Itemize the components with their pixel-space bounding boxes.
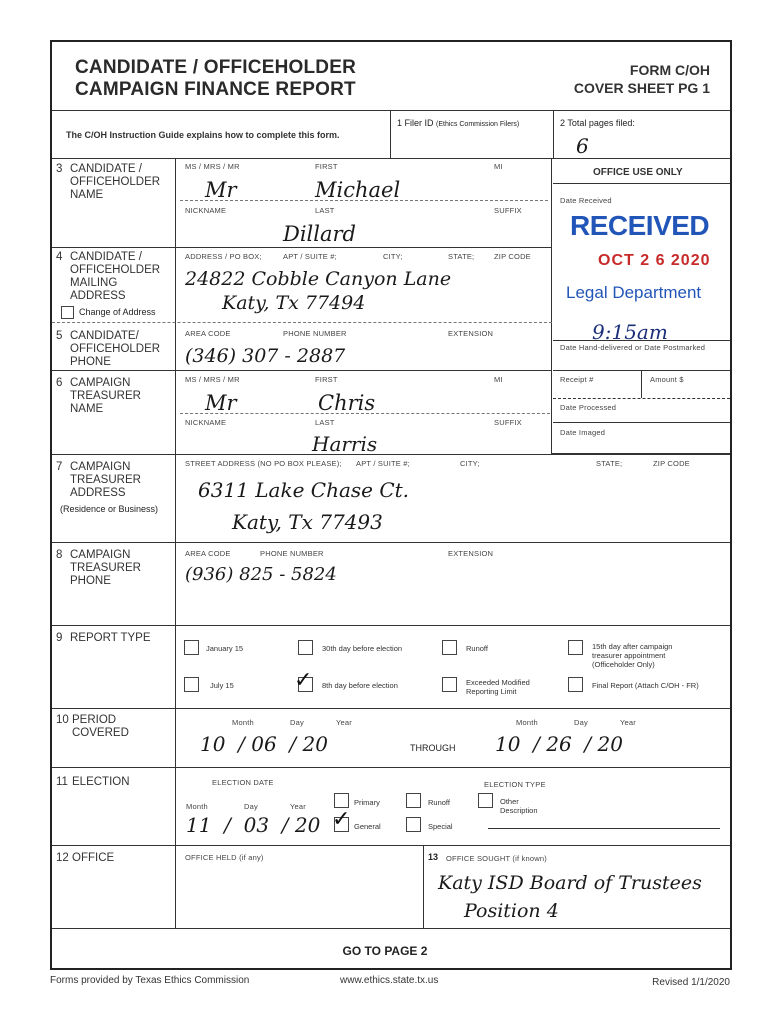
s6-last-value[interactable]: Harris [312,432,378,456]
s3-suffix-label: SUFFIX [494,206,522,215]
election-special-label: Special [428,822,453,831]
section-12-title: OFFICE [72,852,115,864]
section-8-number: 8 [56,549,63,561]
s10-from-year-label: Year [336,718,352,727]
footer-left: Forms provided by Texas Ethics Commission [50,975,250,986]
s6-nickname-label: NICKNAME [185,418,227,427]
s13-office-sought-line2[interactable]: Position 4 [464,900,559,922]
time-received-handwritten: 9:15am [592,320,668,344]
s4-state-label: STATE; [448,252,475,261]
section-5-number: 5 [56,330,63,342]
s6-last-label: LAST [315,418,335,427]
report-jan15-checkbox[interactable] [184,640,199,655]
s4-apt-label: APT / SUITE #; [283,252,337,261]
section-7-subtitle: (Residence or Business) [60,504,159,514]
s4-address-line1[interactable]: 24822 Cobble Canyon Lane [185,268,452,290]
s3-last-label: LAST [315,206,335,215]
s8-phone-value[interactable]: (936) 825 - 5824 [185,564,337,585]
divider [423,845,424,928]
s8-area-label: AREA CODE [185,549,231,558]
divider [52,708,730,709]
section-9-number: 9 [56,632,63,644]
s11-year-label: Year [290,802,306,811]
divider [52,767,730,768]
s10-through-label: THROUGH [410,743,456,753]
received-stamp: RECEIVED [570,210,710,241]
section-4-title: CANDIDATE / OFFICEHOLDER MAILING ADDRESS [70,251,161,302]
s10-from-month-label: Month [232,718,254,727]
s3-first-label: FIRST [315,162,338,171]
election-runoff-label: Runoff [428,798,450,807]
divider [52,542,730,543]
other-description-line [488,828,720,829]
s3-nickname-label: NICKNAME [185,206,227,215]
instruction-text: The C/OH Instruction Guide explains how to complete this form. [66,130,340,140]
section-5-title: CANDIDATE/ OFFICEHOLDER PHONE [70,330,161,368]
divider [175,158,176,928]
s10-from-day-label: Day [290,718,304,727]
report-jul15-checkbox[interactable] [184,677,199,692]
section-7-title: CAMPAIGN TREASURER ADDRESS [70,461,141,499]
s7-apt-label: APT / SUITE #; [356,459,410,468]
section-11-title: ELECTION [72,776,130,788]
divider [52,370,552,371]
s7-address-line2[interactable]: Katy, Tx 77493 [232,510,383,534]
s4-address-label: ADDRESS / PO BOX; [185,252,262,261]
section-7-number: 7 [56,461,63,473]
election-primary-label: Primary [354,798,380,807]
divider [553,340,730,341]
s7-address-line1[interactable]: 6311 Lake Chase Ct. [198,478,410,502]
date-imaged-label: Date Imaged [560,428,606,437]
s5-phone-value[interactable]: (346) 307 - 2887 [185,345,346,367]
divider [180,413,550,414]
s10-from-date[interactable]: 10 / 06 / 20 [200,732,328,756]
s11-month-label: Month [186,802,208,811]
s4-city-label: CITY; [383,252,403,261]
s3-mi-label: MI [494,162,503,171]
divider [52,247,552,248]
received-stamp-dept: Legal Department [566,283,702,302]
received-stamp-date: OCT 2 6 2020 [598,252,711,269]
s8-phone-label: PHONE NUMBER [260,549,324,558]
s10-to-month-label: Month [516,718,538,727]
date-received-label: Date Received [560,196,612,205]
s11-type-label: ELECTION TYPE [484,780,546,789]
report-8day-checkmark: ✓ [294,668,313,693]
s13-office-sought-label: OFFICE SOUGHT (if known) [446,854,547,863]
form-title-line1: CANDIDATE / OFFICEHOLDER [75,57,356,78]
form-title-line2: CAMPAIGN FINANCE REPORT [75,79,356,100]
report-8day-label: 8th day before election [322,681,398,690]
amount-label: Amount $ [650,375,684,384]
total-pages-label: 2 Total pages filed: [560,118,635,128]
section-9-title: REPORT TYPE [70,632,151,644]
s5-phone-label: PHONE NUMBER [283,329,347,338]
section-11-number: 11 [56,776,68,788]
election-runoff-checkbox[interactable] [406,793,421,808]
section-12-number: 12 [56,852,69,864]
s3-first-value[interactable]: Michael [315,178,401,202]
s7-zip-label: ZIP CODE [653,459,690,468]
section-4-number: 4 [56,251,63,263]
divider [52,625,730,626]
footer-revised: Revised 1/1/2020 [652,977,730,988]
report-30day-label: 30th day before election [322,644,403,653]
report-final-checkbox[interactable] [568,677,583,692]
footer-url[interactable]: www.ethics.state.tx.us [340,975,439,986]
divider [553,183,730,184]
s7-street-label: STREET ADDRESS (NO PO BOX PLEASE); [185,459,342,468]
election-primary-checkbox[interactable] [334,793,349,808]
divider [553,398,730,399]
s5-ext-label: EXTENSION [448,329,494,338]
election-other-label: Other Description [500,797,538,815]
divider [551,158,552,454]
report-15day-checkbox[interactable] [568,640,583,655]
divider [180,200,548,201]
s11-date-label: ELECTION DATE [212,778,274,787]
s11-election-date[interactable]: 11 / 03 / 20 [186,813,321,837]
s8-ext-label: EXTENSION [448,549,494,558]
report-final-label: Final Report (Attach C/OH - FR) [592,681,699,690]
divider [641,370,642,398]
divider [52,158,730,159]
s6-prefix-label: MS / MRS / MR [185,375,240,384]
section-6-title: CAMPAIGN TREASURER NAME [70,377,141,415]
form-sheet: COVER SHEET PG 1 [573,80,710,96]
s11-day-label: Day [244,802,258,811]
divider [52,110,730,111]
s5-area-label: AREA CODE [185,329,231,338]
s6-suffix-label: SUFFIX [494,418,522,427]
s10-to-day-label: Day [574,718,588,727]
s13-office-sought-line1[interactable]: Katy ISD Board of Trustees [438,872,702,894]
s10-to-date[interactable]: 10 / 26 / 20 [495,732,623,756]
section-10-title: PERIOD COVERED [72,714,129,739]
report-exceeded-checkbox[interactable] [442,677,457,692]
s6-first-value[interactable]: Chris [318,391,376,415]
s3-last-value[interactable]: Dillard [283,222,356,246]
divider [52,928,730,929]
section-6-number: 6 [56,377,63,389]
change-of-address-label: Change of Address [79,307,156,317]
election-general-checkmark: ✓ [332,807,351,832]
section-3-number: 3 [56,163,63,175]
divider [553,422,730,423]
s10-to-year-label: Year [620,718,636,727]
office-use-title: OFFICE USE ONLY [593,167,683,178]
report-jan15-label: January 15 [206,644,244,653]
election-special-checkbox[interactable] [406,817,421,832]
change-of-address-checkbox[interactable] [61,306,74,319]
report-jul15-label: July 15 [210,681,234,690]
divider [553,111,554,158]
report-15day-label: 15th day after campaign treasurer appointment (Officeholder Only) [592,642,673,669]
divider [52,322,552,323]
form-code: FORM C/OH [629,62,710,78]
section-3-title: CANDIDATE / OFFICEHOLDER NAME [70,163,161,201]
total-pages-value[interactable]: 6 [576,134,589,158]
date-processed-label: Date Processed [560,403,617,412]
report-runoff-label: Runoff [466,644,488,653]
report-exceeded-label: Exceeded Modified Reporting Limit [466,678,530,696]
election-general-label: General [354,822,381,831]
go-to-page-2: GO TO PAGE 2 [342,944,428,958]
section-13-number: 13 [428,852,439,862]
s3-prefix-label: MS / MRS / MR [185,162,240,171]
report-runoff-checkbox[interactable] [442,640,457,655]
divider [52,845,730,846]
date-hand-delivered-label: Date Hand-delivered or Date Postmarked [560,343,706,352]
s4-address-line2[interactable]: Katy, Tx 77494 [222,292,366,314]
election-other-checkbox[interactable] [478,793,493,808]
section-8-title: CAMPAIGN TREASURER PHONE [70,549,141,587]
section-10-number: 10 [56,714,69,726]
s7-city-label: CITY; [460,459,480,468]
divider [52,454,730,455]
s12-office-held-label: OFFICE HELD (if any) [185,853,264,862]
s7-state-label: STATE; [596,459,623,468]
filer-id-label: 1 Filer ID (Ethics Commission Filers) [397,118,520,128]
report-30day-checkbox[interactable] [298,640,313,655]
divider [390,111,391,158]
receipt-label: Receipt # [560,375,594,384]
s6-first-label: FIRST [315,375,338,384]
s6-prefix-value[interactable]: Mr [205,391,237,415]
s3-prefix-value[interactable]: Mr [205,178,237,202]
s4-zip-label: ZIP CODE [494,252,531,261]
s6-mi-label: MI [494,375,503,384]
